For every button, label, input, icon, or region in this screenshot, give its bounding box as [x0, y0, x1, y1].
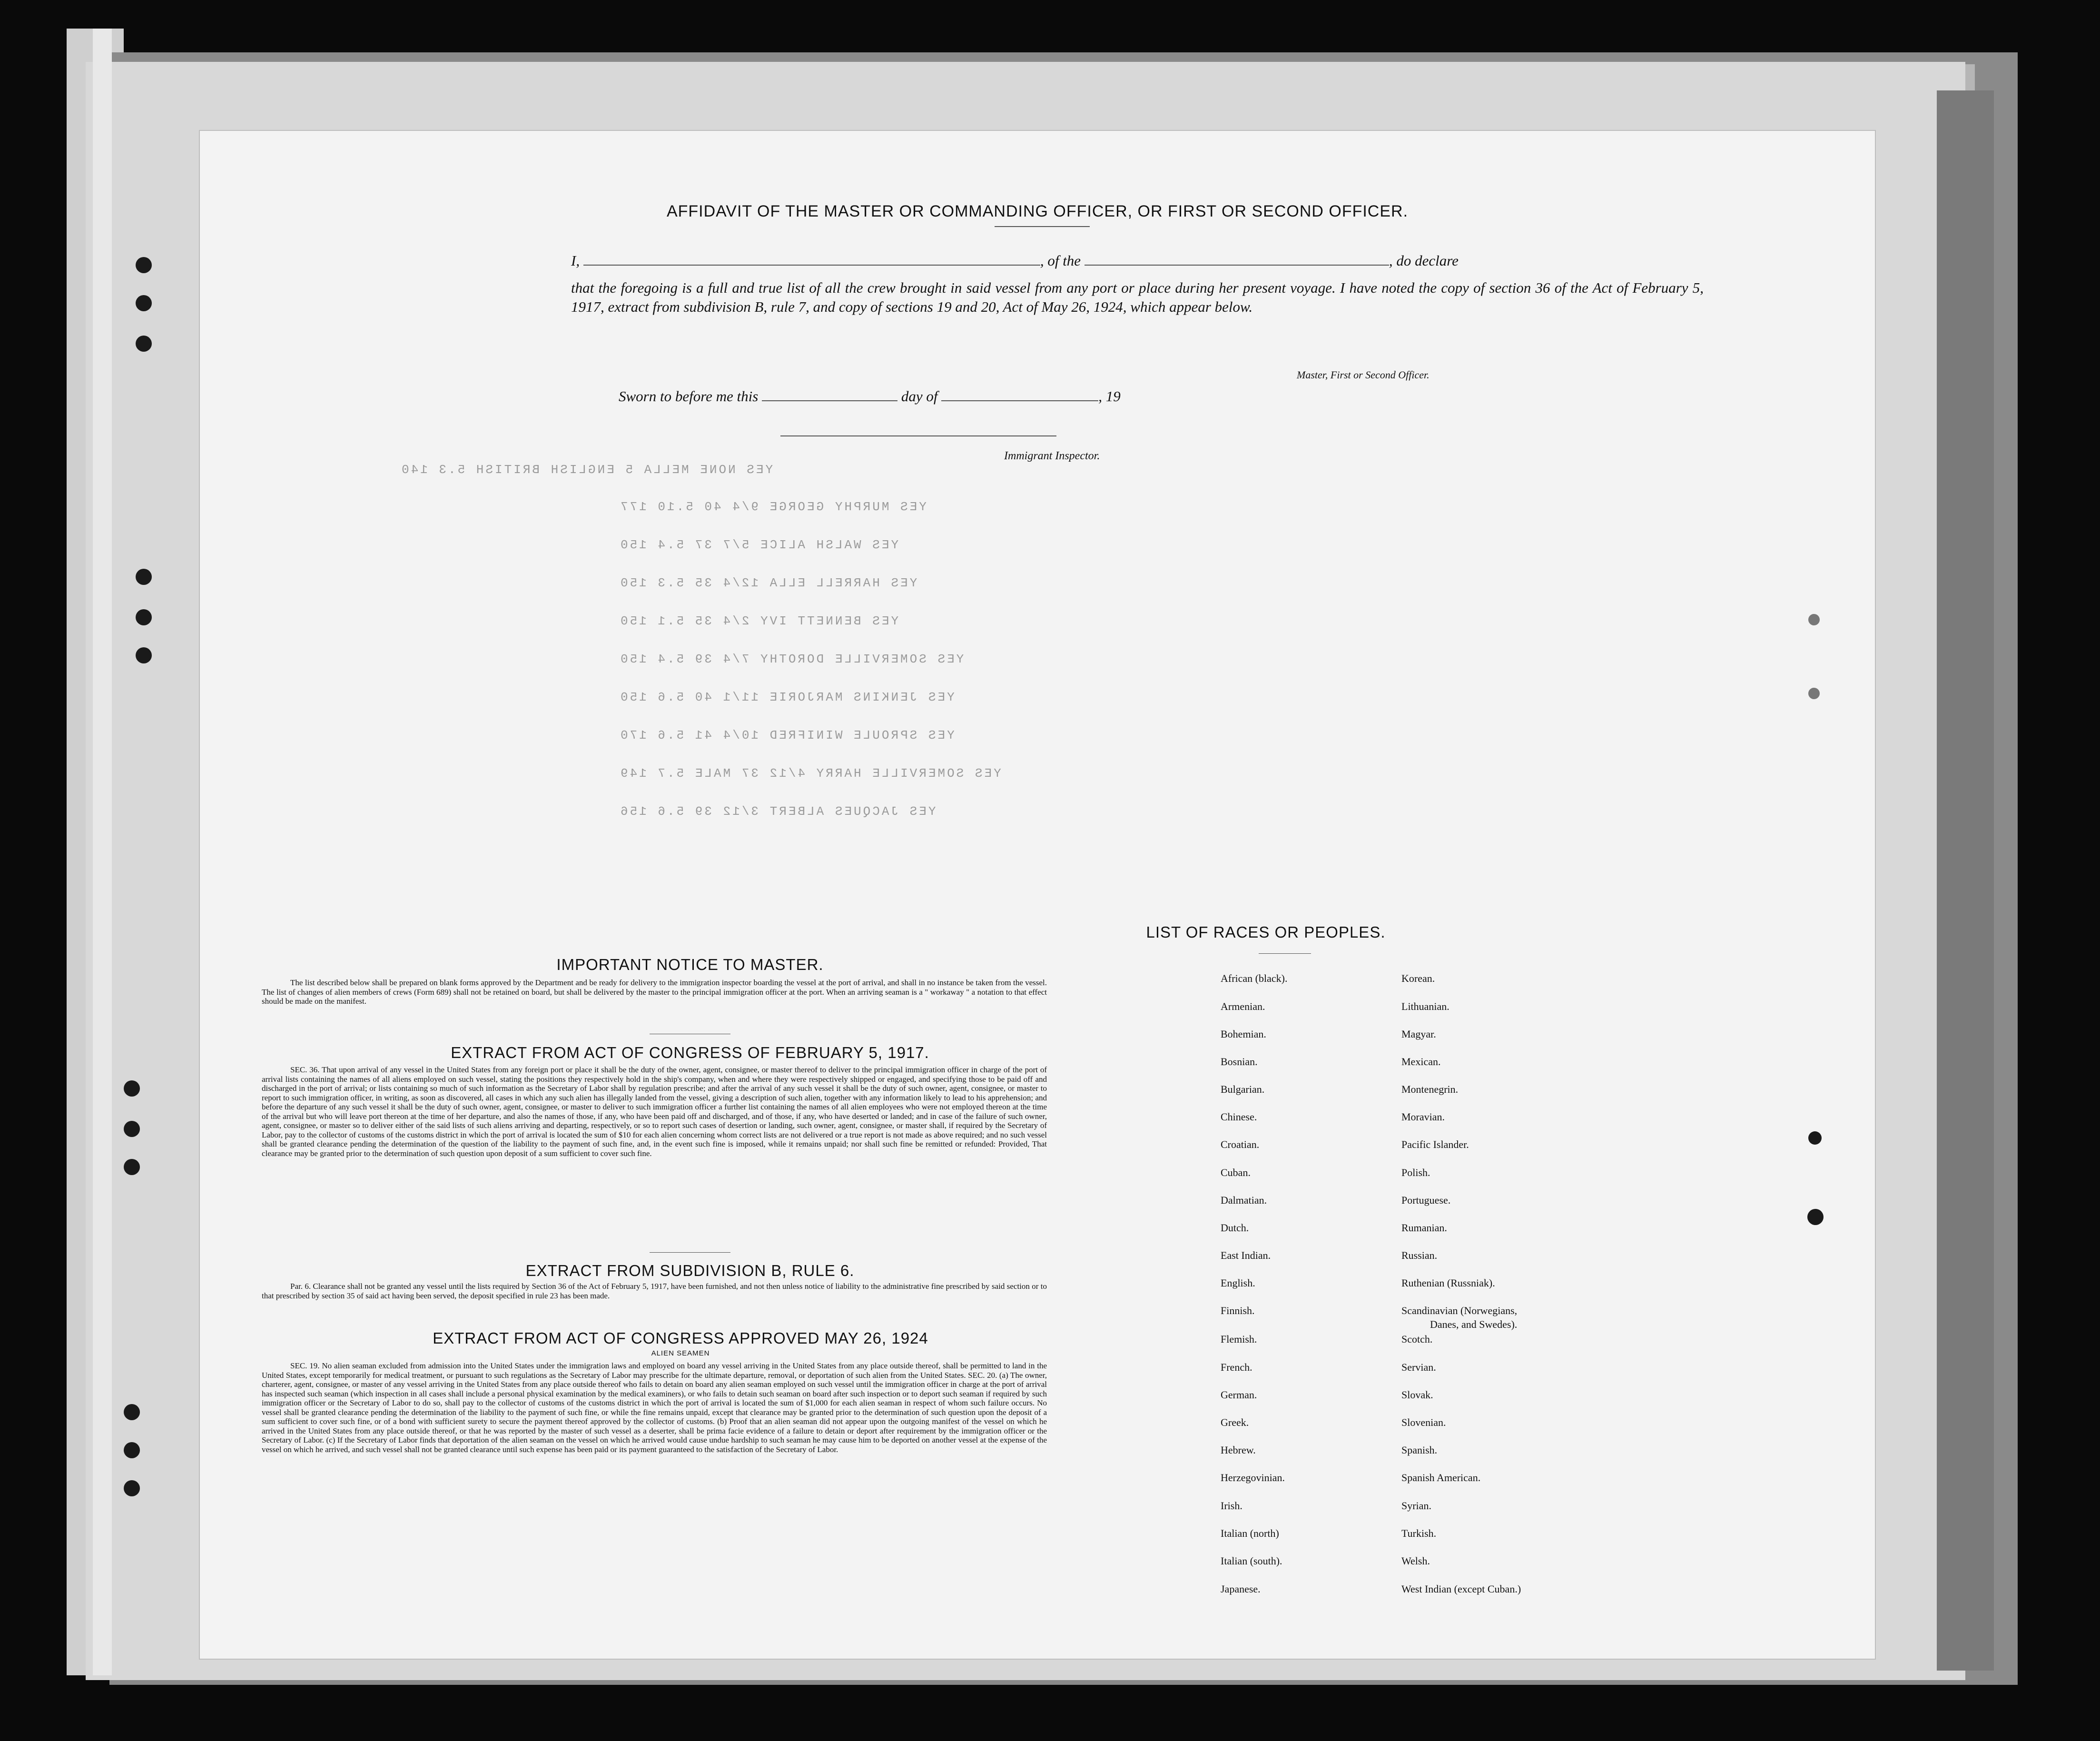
- inspector-signature-line: [780, 435, 1056, 436]
- extract-1917-title: EXTRACT FROM ACT OF CONGRESS OF FEBRUARY 5, 1917.: [451, 1044, 929, 1061]
- race-item: Dalmatian.: [1221, 1194, 1267, 1206]
- race-item: Bosnian.: [1221, 1056, 1258, 1068]
- of-the-label: , of the: [1040, 252, 1081, 269]
- sworn-month-blank[interactable]: [941, 388, 1098, 401]
- punch-hole: [136, 257, 152, 273]
- alien-seamen-subtitle: ALIEN SEAMEN: [651, 1349, 710, 1357]
- races-title: LIST OF RACES OR PEOPLES.: [1146, 923, 1386, 941]
- extract-1924-title: EXTRACT FROM ACT OF CONGRESS APPROVED MAY 26, 1924: [433, 1329, 928, 1347]
- race-item: Turkish.: [1401, 1527, 1437, 1539]
- manifest-page: [200, 131, 1875, 1659]
- race-item: Moravian.: [1401, 1111, 1445, 1123]
- extract-1917-body: SEC. 36. That upon arrival of any vessel in the United States from any foreign port or place it shall be the duty of the owner, agent, consignee, or master thereof to deliver to the principal immigration officer in charge of the port of arrival lists containing the names of all aliens employed on such vessel, stating the positions they respectively hold in the ship's company, when and where they were respectively shipped or engaged, and specifying those to be paid off and discharged in the port of arrival; or lists containing so much of such information as the Secretary of Labor shall by regulation prescribe; and after the arrival of any such vessel it shall be the duty of such owner, agent, consignee, or master to report to such immigration officer, in writing, as soon as discovered, all cases in which any such alien has illegally landed from the vessel, giving a description of such alien, together with any information likely to lead to his apprehension; and before the departure of any such vessel it shall be the duty of such owner, agent, consignee, or master to deliver to such immigration officer a further list containing the names of all alien employees who were not employed thereon at the time of the arrival but who will leave port thereon at the time of her departure, and also the names of those, if any, who have been paid off and discharged, and of those, if any, who have deserted or landed; and in case of the failure of such owner, agent, consignee, or master so to deliver either of the said lists of such aliens arriving and departing, respectively, or so to report such cases of desertion or landing, such owner, agent, consignee, or master shall, if required by the Secretary of Labor, pay to the collector of customs of the customs district in which the port of arrival is located the sum of $10 for each alien concerning whom correct lists are not delivered or a true report is not made as above required; and no such vessel shall be granted clearance pending the determination of the question of the liability to the payment of such fine, and, in the event such fine is imposed, while it remains unpaid; nor shall such fine be remitted or refunded: Provided, That clearance may be granted prior to the determination of such question upon deposit of a sum sufficient to cover such fine.: [262, 1065, 1047, 1158]
- race-item: Bulgarian.: [1221, 1083, 1265, 1095]
- extract-1924-body: SEC. 19. No alien seaman excluded from admission into the United States under the immigration laws and employed on board any vessel arriving in the United States from any place outside thereof, shall be permitted to land in the United States, except temporarily for medical treatment, or pursuant to such regulations as the Secretary of Labor may prescribe for the ultimate departure, removal, or deportation of such alien from the United States. SEC. 20. (a) The owner, charterer, agent, consignee, or master of any vessel arriving in the United States from any place outside thereof who fails to detain on board any alien seaman employed on such vessel until the immigration officer in charge at the port of arrival has inspected such seaman (which inspection in all cases shall include a personal physical examination by the medical examiners), or who fails to detain such seaman on board after such inspection or to deport such seaman if required by such immigration officer or the Secretary of Labor to do so, shall pay to the collector of customs of the customs district in which the port of arrival is located the sum of $1,000 for each alien seaman in respect of whom such failure occurs. No vessel shall be granted clearance pending the determination of the liability to the payment of such fine, or while the fine remains unpaid, except that clearance may be granted prior to the determination of such question upon the deposit of a sum sufficient to cover such fine, or of a bond with sufficient surety to secure the payment thereof approved by the collector of customs. (b) Proof that an alien seaman did not appear upon the outgoing manifest of the vessel on which he arrived in the United States from any place outside thereof, or that he was reported by the master of such vessel as a deserter, shall be prima facie evidence of a failure to detain or deport after requirement by the immigration officer or the Secretary of Labor. (c) If the Secretary of Labor finds that deportation of the alien seaman on the vessel on which he arrived would cause undue hardship to such seaman he may cause him to be deported on another vessel at the expense of the vessel on which he arrived, and such vessel shall not be granted clearance until such expense has been paid or its payment guaranteed to the satisfaction of the Secretary of Labor.: [262, 1361, 1047, 1454]
- notice-body: The list described below shall be prepared on blank forms approved by the Department and be ready for delivery to the immigration inspector boarding the vessel at the port of arrival, and shall in no instance be taken from the vessel. The list of changes of alien members of crews (Form 689) shall not be retained on board, but shall be delivered by the master to the principal immigration officer at the port. When an arriving seaman is a " workaway " a notation to that effect should be made on the manifest.: [262, 978, 1047, 1006]
- race-item: Rumanian.: [1401, 1222, 1447, 1234]
- punch-hole: [124, 1080, 140, 1097]
- affidavit-paragraph: that the foregoing is a full and true list of all the crew brought in said vessel from any port or place during her present voyage. I have noted the copy of section 36 of the Act of February 5, 1917, extract from subdivision B, rule 7, and copy of sections 19 and 20, Act of May 26, 1924, which appear below.: [571, 279, 1704, 315]
- notice-title: IMPORTANT NOTICE TO MASTER.: [556, 956, 824, 973]
- race-item: Scandinavian (Norwegians,: [1401, 1305, 1518, 1316]
- race-item: Hebrew.: [1221, 1444, 1256, 1456]
- race-item: Welsh.: [1401, 1555, 1430, 1567]
- punch-hole: [136, 336, 152, 352]
- race-item: Lithuanian.: [1401, 1000, 1449, 1012]
- inspector-label: Immigrant Inspector.: [1004, 450, 1100, 462]
- year-label: , 19: [1098, 388, 1121, 405]
- race-item: Irish.: [1221, 1500, 1242, 1512]
- race-item: East Indian.: [1221, 1249, 1271, 1261]
- punch-hole: [124, 1480, 140, 1496]
- race-item: Greek.: [1221, 1416, 1249, 1428]
- race-item: Mexican.: [1401, 1056, 1441, 1068]
- race-item: Portuguese.: [1401, 1194, 1451, 1206]
- race-item: Flemish.: [1221, 1333, 1257, 1345]
- punch-hole: [136, 609, 152, 625]
- race-item: Armenian.: [1221, 1000, 1265, 1012]
- race-item: African (black).: [1221, 972, 1288, 984]
- declare-label: , do declare: [1389, 252, 1459, 269]
- race-item: Danes, and Swedes).: [1430, 1318, 1518, 1330]
- race-item: Magyar.: [1401, 1028, 1436, 1040]
- punch-hole: [136, 647, 152, 663]
- punch-hole: [124, 1159, 140, 1175]
- punch-hole: [1808, 1131, 1822, 1145]
- punch-hole: [136, 569, 152, 585]
- right-edge-tab: [1937, 90, 1994, 1671]
- title-rule: [995, 226, 1090, 227]
- sworn-day-blank[interactable]: [762, 388, 897, 401]
- race-item: Japanese.: [1221, 1583, 1261, 1595]
- race-item: Servian.: [1401, 1361, 1436, 1373]
- bleed-through-row: YES BENNETT IVY 2/4 35 5.1 150: [619, 614, 899, 628]
- punch-hole: [136, 295, 152, 311]
- rule-6-body: Par. 6. Clearance shall not be granted any vessel until the lists required by Section 36 of the Act of February 5, 1917, have been furnished, and not then unless notice of liability to the administrative fine prescribed by said section or to that prescribed by section 35 of said act having been served, the deposit specified in rule 23 has been made.: [262, 1282, 1047, 1300]
- race-item: Syrian.: [1401, 1500, 1431, 1512]
- race-item: Herzegovinian.: [1221, 1472, 1285, 1484]
- race-item: Scotch.: [1401, 1333, 1433, 1345]
- race-item: Montenegrin.: [1401, 1083, 1459, 1095]
- punch-hole: [124, 1121, 140, 1137]
- punch-hole: [1808, 614, 1820, 625]
- binder-edge: [93, 29, 112, 1675]
- bleed-through-row: YES SOMERVILLE HARRY 4/12 37 MALE 5.7 149: [619, 766, 1001, 781]
- punch-hole: [1808, 688, 1820, 699]
- punch-hole: [1807, 1209, 1824, 1225]
- divider: [650, 1252, 730, 1253]
- races-rule: [1259, 953, 1311, 954]
- race-item: French.: [1221, 1361, 1252, 1373]
- race-item: Italian (south).: [1221, 1555, 1282, 1567]
- pronoun-i: I,: [571, 252, 580, 269]
- rule-6-title: EXTRACT FROM SUBDIVISION B, RULE 6.: [525, 1262, 855, 1279]
- race-item: Spanish American.: [1401, 1472, 1481, 1484]
- bleed-through-row: YES JENKINS MARJORIE 11/1 40 5.6 150: [619, 690, 955, 704]
- punch-hole: [124, 1404, 140, 1420]
- bleed-through-row: YES NONE MELLA 5 ENGLISH BRITISH 5.3 140: [400, 463, 773, 477]
- race-item: German.: [1221, 1389, 1257, 1401]
- race-item: Russian.: [1401, 1249, 1438, 1261]
- race-item: Slovenian.: [1401, 1416, 1446, 1428]
- race-item: Dutch.: [1221, 1222, 1249, 1234]
- bleed-through-row: YES WALSH ALICE 5/7 37 5.4 150: [619, 538, 899, 552]
- race-item: Polish.: [1401, 1167, 1430, 1178]
- race-item: Bohemian.: [1221, 1028, 1266, 1040]
- vessel-blank[interactable]: [1085, 252, 1389, 266]
- bleed-through-row: YES MURPHY GEORGE 9/4 40 5.10 177: [619, 500, 927, 514]
- master-signature-label: Master, First or Second Officer.: [1297, 369, 1430, 381]
- race-item: Finnish.: [1221, 1305, 1255, 1316]
- race-item: English.: [1221, 1277, 1255, 1289]
- punch-hole: [124, 1442, 140, 1458]
- race-item: Slovak.: [1401, 1389, 1433, 1401]
- race-item: Chinese.: [1221, 1111, 1257, 1123]
- race-item: Cuban.: [1221, 1167, 1251, 1178]
- name-blank[interactable]: [583, 252, 1040, 266]
- race-item: Pacific Islander.: [1401, 1138, 1469, 1150]
- bleed-through-row: YES HARRELL ELLA 12/4 35 5.3 150: [619, 576, 917, 590]
- affidavit-title: AFFIDAVIT OF THE MASTER OR COMMANDING OFFICER, OR FIRST OR SECOND OFFICER.: [666, 202, 1409, 220]
- race-item: West Indian (except Cuban.): [1401, 1583, 1521, 1595]
- bleed-through-row: YES SOMERVILLE DOROTHY 7/4 39 5.4 150: [619, 652, 964, 666]
- bleed-through-row: YES SPROULE WINIFRED 10/4 41 5.6 170: [619, 728, 955, 742]
- bleed-through-row: YES JACQUES ALBERT 3/12 39 5.6 156: [619, 804, 936, 819]
- day-of-label: day of: [901, 388, 938, 405]
- sworn-line: [619, 388, 1121, 405]
- race-item: Italian (north): [1221, 1527, 1279, 1539]
- declaration-line: [571, 252, 1704, 269]
- race-item: Korean.: [1401, 972, 1435, 984]
- race-item: Spanish.: [1401, 1444, 1438, 1456]
- race-item: Ruthenian (Russniak).: [1401, 1277, 1495, 1289]
- sworn-label: Sworn to before me this: [619, 388, 759, 405]
- race-item: Croatian.: [1221, 1138, 1260, 1150]
